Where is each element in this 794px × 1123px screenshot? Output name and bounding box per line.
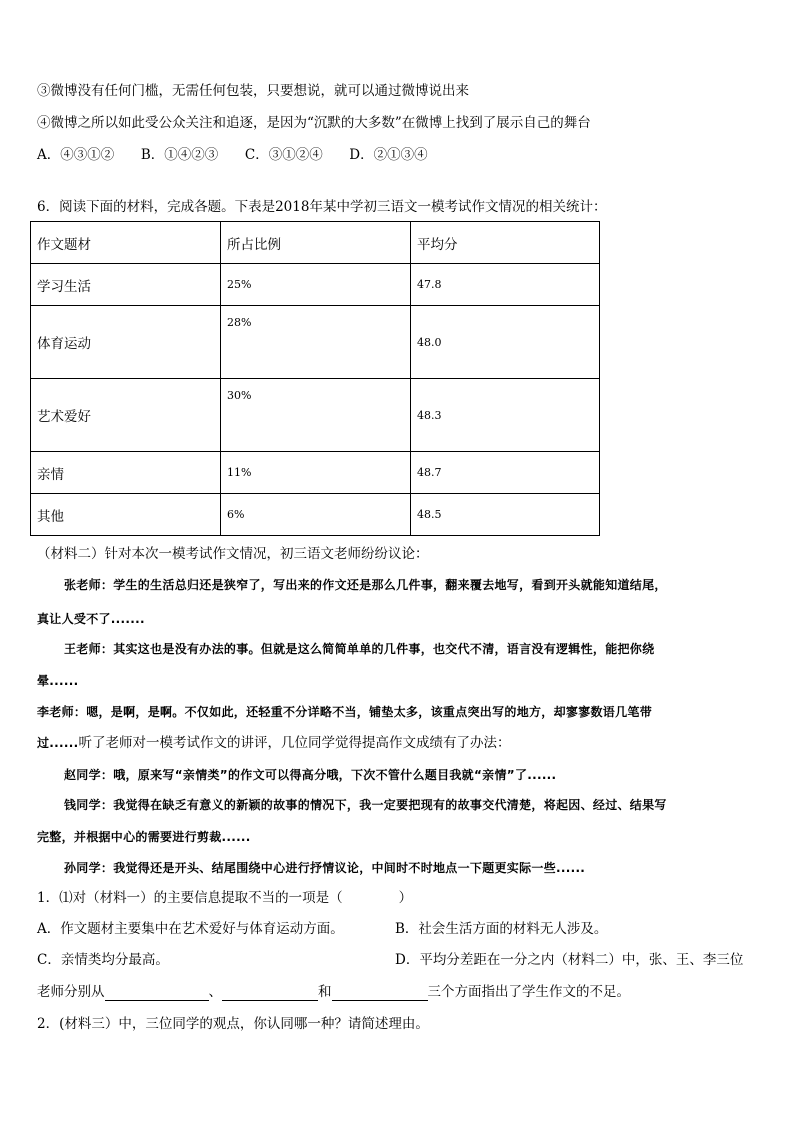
choice-d: D．②①③④ [349,147,428,163]
option-item-3: ③微博没有任何门槛，无需任何包装，只要想说，就可以通过微博说出来 [37,83,469,99]
table-row [31,452,600,494]
option-d: D．平均分差距在一分之内（材料二）中，张、王、李三位 [395,952,744,968]
table-cell: 艺术爱好 [31,379,221,452]
sub-question-1: 1．⑴对（材料一）的主要信息提取不当的一项是（ ） [37,890,413,906]
table-cell: 25% [221,264,411,306]
teacher-li-line-1: 李老师：嗯，是啊，是啊。不仅如此，还轻重不分详略不当，铺垫太多，该重点突出写的地方，却寥寥数语几笔带 [37,705,653,719]
table-cell: 48.5 [411,494,600,536]
teacher-li-ending: 过...... [37,736,79,750]
table-cell: 其他 [31,494,221,536]
teacher-wang-line-1: 王老师：其实这也是没有办法的事。但就是这么简简单单的几件事，也交代不清，语言没有逻辑性，能把你绕 [64,642,655,656]
option-item-4: ④微博之所以如此受公众关注和追逐，是因为“沉默的大多数”在微博上找到了展示自己的舞台 [37,115,591,131]
table-cell: 体育运动 [31,306,221,379]
table-cell: 6% [221,494,411,536]
table-header: 平均分 [411,222,600,264]
table-header-row [31,222,600,264]
teacher-wang-line-2: 晕...... [37,674,79,688]
table-cell: 48.7 [411,452,600,494]
choice-c: C．③①②④ [244,147,323,163]
material-2-intro: （材料二）针对本次一模考试作文情况，初三语文老师纷纷议论： [37,546,429,562]
teacher-li-line-2 [37,734,510,752]
students-intro: 听了老师对一模考试作文的讲评，几位同学觉得提高作文成绩有了办法： [78,735,511,751]
answer-blank-1[interactable] [105,986,209,1001]
table-cell: 11% [221,452,411,494]
choice-a: A．④③①② [37,147,115,163]
student-sun: 孙同学：我觉得还是开头、结尾围绕中心进行抒情议论，中间时不时地点一下题更实际一些...... [64,861,586,875]
table-header: 作文题材 [31,222,221,264]
table-cell: 48.0 [411,306,600,379]
table-row [31,306,600,379]
fill-in-line: 老师分别从 、 和 三个方面指出了学生作文的不足。 [37,984,630,1000]
table-cell: 47.8 [411,264,600,306]
sub-question-2: 2．(材料三）中，三位同学的观点，你认同哪一种？请简述理由。 [37,1016,429,1032]
answer-blank-3[interactable] [332,986,428,1001]
student-zhao: 赵同学：哦，原来写“亲情类”的作文可以得高分哦，下次不管什么题目我就“亲情”了...... [64,768,557,782]
option-a: A．作文题材主要集中在艺术爱好与体育运动方面。 [37,921,344,937]
table-header: 所占比例 [221,222,411,264]
teacher-zhang-line-2: 真让人受不了....... [37,612,145,626]
table-cell: 28% [221,306,411,379]
student-qian-line-2: 完整，并根据中心的需要进行剪裁...... [37,830,251,844]
table-row [31,264,600,306]
teacher-zhang-line-1: 张老师：学生的生活总归还是狭窄了，写出来的作文还是那么几件事，翻来覆去地写，看到开头就能知道结尾， [64,578,667,592]
table-cell: 亲情 [31,452,221,494]
table-row [31,494,600,536]
student-qian-line-1: 钱同学：我觉得在缺乏有意义的新颖的故事的情况下，我一定要把现有的故事交代清楚，将起因、经过、结果写 [64,798,667,812]
essay-stats-table [30,221,600,536]
table-cell: 48.3 [411,379,600,452]
option-c: C．亲情类均分最高。 [37,952,169,968]
table-cell: 30% [221,379,411,452]
table-cell: 学习生活 [31,264,221,306]
answer-blank-2[interactable] [222,986,318,1001]
choice-b: B．①④②③ [140,147,219,163]
option-b: B．社会生活方面的材料无人涉及。 [395,921,608,937]
table-row [31,379,600,452]
question-6-stem: 6．阅读下面的材料，完成各题。下表是2018年某中学初三语文一模考试作文情况的相关统计： [37,199,607,215]
answer-choices [37,146,428,164]
